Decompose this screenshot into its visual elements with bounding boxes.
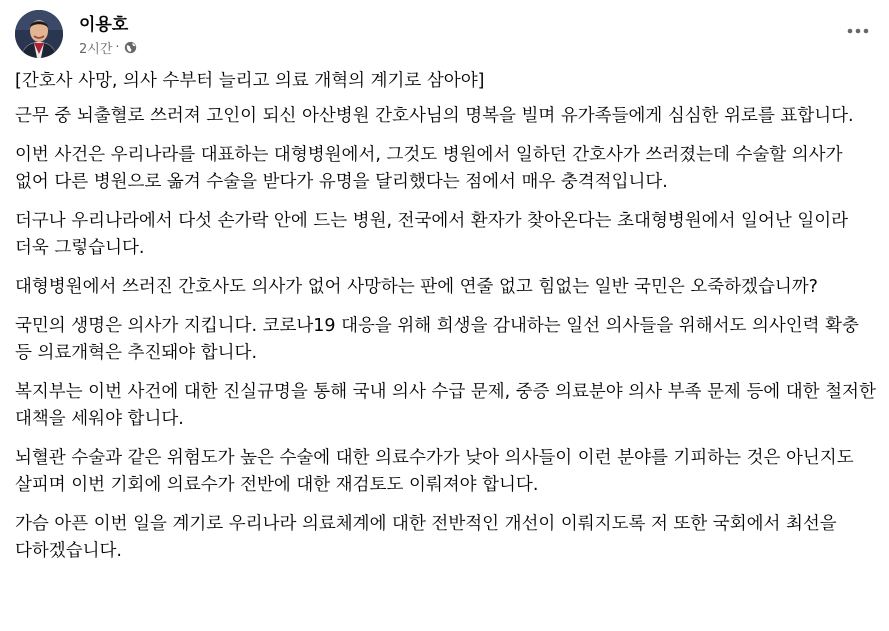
post-body (15, 68, 877, 577)
more-options-icon[interactable] (843, 18, 873, 44)
post-time[interactable]: 2시간 (79, 42, 113, 57)
post-meta (79, 38, 137, 57)
avatar[interactable] (15, 10, 63, 58)
post-paragraph: 더구나 우리나라에서 다섯 손가락 안에 드는 병원, 전국에서 환자가 찾아온다는 초대형병원에서 일어난 일이라 더욱 그렇습니다. (15, 211, 849, 258)
post-paragraph: 이번 사건은 우리나라를 대표하는 대형병원에서, 그것도 병원에서 일하던 간호사가 쓰러졌는데 수술할 의사가 없어 다른 병원으로 옮겨 수술을 받다가 유명을 달리했다는 점에서 매우 충격적입니다. (15, 145, 843, 192)
post-headline: [간호사 사망, 의사 수부터 늘리고 의료 개혁의 계기로 삼아야] (15, 71, 485, 91)
avatar-image (15, 10, 63, 58)
post-paragraph: 가슴 아픈 이번 일을 계기로 우리나라 의료체계에 대한 전반적인 개선이 이뤄지도록 저 또한 국회에서 최선을 다하겠습니다. (15, 514, 837, 561)
post-paragraph: 국민의 생명은 의사가 지킵니다. 코로나19 대응을 위해 희생을 감내하는 일선 의사들을 위해서도 의사인력 확충 등 의료개혁은 추진돼야 합니다. (15, 316, 859, 363)
post-header (15, 8, 875, 64)
meta-separator: · (115, 40, 120, 55)
post-paragraph: 대형병원에서 쓰러진 간호사도 의사가 없어 사망하는 판에 연줄 없고 힘없는 일반 국민은 오죽하겠습니까? (15, 277, 818, 297)
post-paragraph: 근무 중 뇌출혈로 쓰러져 고인이 되신 아산병원 간호사님의 명복을 빌며 유가족들에게 심심한 위로를 표합니다. (15, 106, 854, 126)
post-paragraph: 복지부는 이번 사건에 대한 진실규명을 통해 국내 의사 수급 문제, 중증 의료분야 의사 부족 문제 등에 대한 철저한 대책을 세워야 합니다. (15, 382, 876, 429)
post-paragraph: 뇌혈관 수술과 같은 위험도가 높은 수술에 대한 의료수가가 낮아 의사들이 이런 분야를 기피하는 것은 아닌지도 살피며 이번 기회에 의료수가 전반에 대한 재검토도 이뤄져야 합니다. (15, 448, 854, 495)
globe-icon[interactable] (124, 41, 137, 54)
author-name[interactable]: 이용호 (79, 15, 129, 35)
